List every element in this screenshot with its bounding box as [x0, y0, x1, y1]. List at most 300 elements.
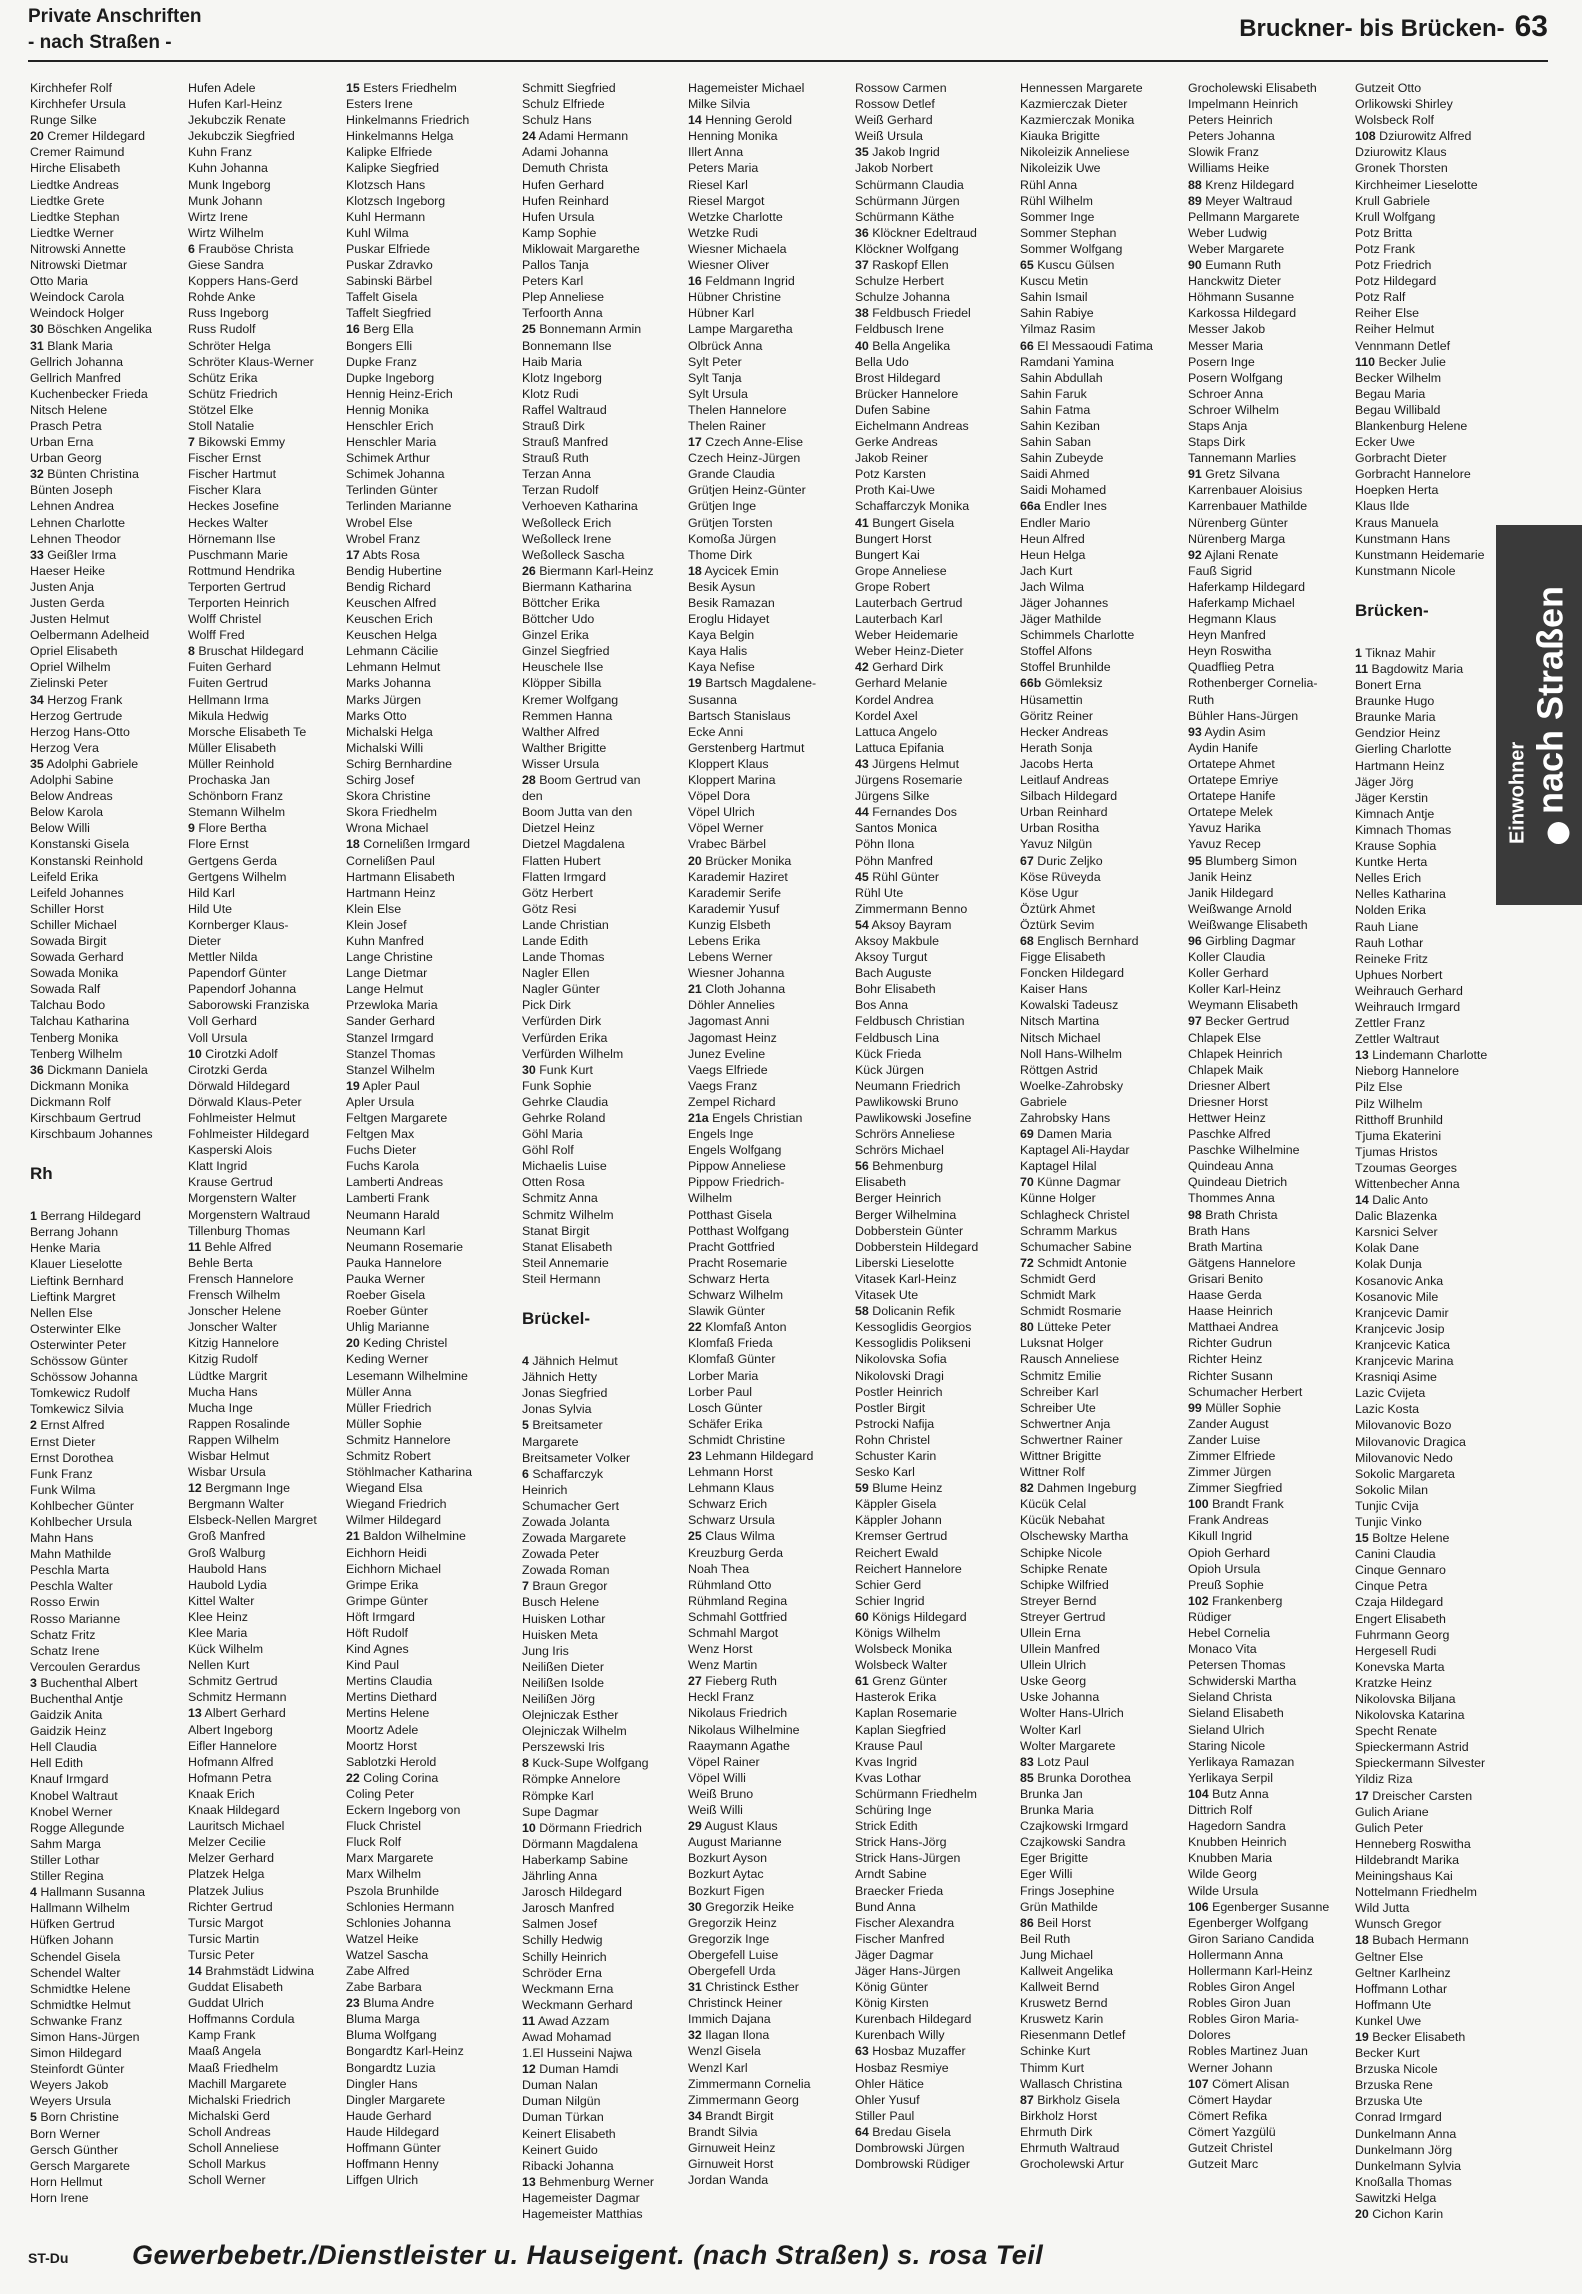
resident-entry: Weber Heidemarie	[855, 628, 959, 643]
resident-entry: Quindeau Dietrich	[1188, 1175, 1288, 1190]
resident-entry: Brath Hans	[1188, 1223, 1250, 1238]
resident-entry: 87 Birkholz Gisela	[1020, 2092, 1120, 2107]
resident-entry: Brunka Maria	[1020, 1803, 1094, 1818]
resident-entry: Albert Ingeborg	[188, 1722, 273, 1737]
resident-entry: Skora Christine	[346, 789, 431, 804]
resident-entry: Königs Wilhelm	[855, 1626, 941, 1640]
resident-entry: Kosanovic Anka	[1355, 1273, 1444, 1288]
resident-entry: Göritz Reiner	[1020, 708, 1093, 723]
directory-column	[1355, 80, 1499, 2221]
resident-entry: Herzog Vera	[30, 740, 99, 755]
resident-entry: Eifler Hannelore	[188, 1738, 277, 1753]
resident-entry: Strauß Dirk	[522, 418, 585, 433]
resident-entry: Lesemann Wilhelmine	[346, 1368, 468, 1383]
resident-entry: Hegmann Klaus	[1188, 612, 1277, 627]
header-rule	[28, 60, 1548, 62]
resident-entry: 14 Dalic Anto	[1355, 1193, 1429, 1208]
resident-entry: Cornelißen Paul	[346, 853, 435, 868]
resident-entry: Jäger Johannes	[1020, 596, 1109, 610]
resident-entry: Jonscher Helene	[188, 1304, 281, 1319]
resident-entry: Hüfken Gertrud	[30, 1917, 115, 1932]
resident-entry: Wrobel Else	[346, 515, 413, 530]
resident-entry: Czech Heinz-Jürgen	[688, 451, 801, 466]
resident-entry: 4 Hallmann Susanna	[30, 1885, 146, 1900]
resident-entry: Fohlmeister Hildegard	[188, 1127, 310, 1142]
resident-entry: Brzuska Nicole	[1355, 2062, 1438, 2077]
resident-entry: Roeber Günter	[346, 1304, 428, 1319]
resident-entry: Mettler Nilda	[188, 950, 258, 965]
resident-entry: Sylt Tanja	[688, 370, 742, 385]
resident-entry: Terporten Heinrich	[188, 596, 290, 610]
resident-entry: Munk Ingeborg	[188, 177, 271, 192]
resident-entry: Pszola Brunhilde	[346, 1883, 439, 1898]
resident-entry: 32 Bünten Christina	[30, 467, 139, 482]
resident-entry: Weiß Gerhard	[855, 113, 933, 128]
resident-entry: Krause Gertrud	[188, 1175, 273, 1190]
resident-entry: Schwarz Erich	[688, 1497, 768, 1512]
resident-entry: 95 Blumberg Simon	[1188, 853, 1297, 868]
resident-entry: Janik Hildegard	[1188, 885, 1274, 900]
spacer	[1355, 579, 1499, 595]
resident-entry: Groß Manfred	[188, 1529, 266, 1544]
resident-entry: Lehnen Theodor	[30, 531, 121, 546]
resident-entry: Vennmann Detlef	[1355, 338, 1451, 353]
resident-entry: Dingler Margarete	[346, 2092, 446, 2107]
resident-entry: Haferkamp Michael	[1188, 596, 1295, 610]
resident-entry: Tenberg Wilhelm	[30, 1046, 123, 1061]
resident-entry: Wolter Karl	[1020, 1722, 1082, 1737]
resident-entry: Kraus Manuela	[1355, 515, 1439, 530]
resident-entry: 65 Kuscu Gülsen	[1020, 258, 1115, 273]
resident-entry: Schmitt Siegfried	[522, 81, 616, 95]
resident-entry: Grisari Benito	[1188, 1271, 1264, 1286]
resident-entry: Nitrowski Dietmar	[30, 258, 128, 273]
resident-entry: Lange Christine	[346, 950, 433, 965]
resident-entry: Kirchhefer Ursula	[30, 97, 126, 112]
resident-entry: 7 Bikowski Emmy	[188, 435, 286, 450]
resident-entry: Bongardtz Luzia	[346, 2060, 436, 2075]
resident-entry: Grope Anneliese	[855, 563, 947, 578]
resident-entry: Biermann Katharina	[522, 579, 632, 594]
resident-entry: Grütjen Torsten	[688, 515, 773, 530]
resident-entry: Böttcher Udo	[522, 612, 595, 627]
resident-entry: Reineke Fritz	[1355, 951, 1428, 966]
resident-entry: Kiauka Brigitte	[1020, 129, 1100, 144]
resident-entry: Klatt Ingrid	[188, 1159, 248, 1174]
resident-entry: Frensch Hannelore	[188, 1271, 294, 1286]
resident-entry: Kremser Gertrud	[855, 1529, 948, 1544]
resident-entry: Mikula Hedwig	[188, 708, 269, 723]
resident-entry: Schreiber Ute	[1020, 1400, 1096, 1415]
resident-entry: Watzel Heike	[346, 1931, 419, 1946]
resident-entry: Käppler Gisela	[855, 1497, 937, 1512]
resident-entry: Aksoy Makbule	[855, 933, 940, 948]
resident-entry: Kaptagel Hilal	[1020, 1159, 1097, 1174]
resident-entry: Esters Irene	[346, 97, 413, 112]
resident-entry: Schroer Wilhelm	[1188, 402, 1279, 417]
resident-entry: Janik Heinz	[1188, 869, 1253, 884]
resident-entry: Endler Mario	[1020, 515, 1091, 530]
resident-entry: 69 Damen Maria	[1020, 1127, 1112, 1142]
resident-entry: Brücker Hannelore	[855, 386, 959, 401]
resident-entry: Hufen Reinhard	[522, 193, 609, 208]
resident-entry: Thelen Rainer	[688, 418, 766, 433]
resident-entry: Schirg Josef	[346, 773, 415, 788]
resident-entry: Potz Ralf	[1355, 290, 1406, 305]
resident-entry: Susanna	[688, 692, 737, 707]
resident-entry: Woelke-Zahrobsky	[1020, 1078, 1124, 1093]
resident-entry: Nikoleizik Uwe	[1020, 161, 1101, 176]
resident-entry: Lande Thomas	[522, 950, 605, 965]
resident-entry: Jekubczik Siegfried	[188, 129, 295, 144]
resident-entry: Dombrowski Rüdiger	[855, 2157, 970, 2172]
resident-entry: Nikolovski Dragi	[855, 1368, 944, 1383]
resident-entry: Bünten Joseph	[30, 483, 113, 498]
resident-entry: Verfürden Wilhelm	[522, 1046, 624, 1061]
resident-entry: Nikolovska Biljana	[1355, 1692, 1456, 1706]
resident-entry: Kuhl Wilma	[346, 225, 409, 240]
resident-entry: Flatten Hubert	[522, 853, 601, 868]
resident-entry: Fischer Klara	[188, 483, 261, 498]
resident-entry: Schütz Erika	[188, 370, 258, 385]
resident-entry: Klotzsch Ingeborg	[346, 193, 446, 208]
resident-entry: Vöpel Rainer	[688, 1754, 760, 1769]
resident-entry: Eger Brigitte	[1020, 1851, 1089, 1866]
resident-entry: Haude Gerhard	[346, 2108, 432, 2123]
resident-entry: Eroglu Hidayet	[688, 612, 770, 627]
resident-entry: Nelles Katharina	[1355, 887, 1446, 902]
resident-entry: Tomkewicz Rudolf	[30, 1386, 130, 1401]
resident-entry: Kvas Lothar	[855, 1770, 922, 1785]
resident-entry: Bluma Marga	[346, 2012, 420, 2027]
resident-entry: Sowada Monika	[30, 966, 119, 981]
resident-entry: Bonert Erna	[1355, 678, 1422, 693]
resident-entry: Cömert Refika	[1188, 2108, 1268, 2123]
resident-entry: Kimnach Thomas	[1355, 822, 1452, 837]
resident-entry: Strick Edith	[855, 1819, 918, 1834]
resident-entry: Pauka Werner	[346, 1271, 425, 1286]
resident-entry: Knubben Heinrich	[1188, 1835, 1287, 1850]
resident-entry: Nitsch Michael	[1020, 1030, 1101, 1045]
resident-entry: Moortz Adele	[346, 1722, 419, 1737]
resident-entry: Sahin Zubeyde	[1020, 451, 1104, 466]
resident-entry: Czajkowski Sandra	[1020, 1835, 1126, 1850]
resident-entry: Haase Heinrich	[1188, 1304, 1273, 1319]
resident-entry: Terzan Rudolf	[522, 483, 599, 498]
resident-entry: Gerke Andreas	[855, 435, 938, 450]
resident-entry: Dolores	[1188, 2028, 1231, 2043]
resident-entry: 20 Brücker Monika	[688, 853, 792, 868]
resident-entry: Mertins Diethard	[346, 1690, 437, 1705]
resident-entry: Nieborg Hannelore	[1355, 1064, 1460, 1079]
resident-entry: Klomfaß Frieda	[688, 1336, 773, 1351]
resident-entry: 104 Butz Anna	[1188, 1786, 1269, 1801]
resident-entry: 1.El Husseini Najwa	[522, 2046, 633, 2061]
resident-entry: Gerhard Melanie	[855, 676, 948, 691]
resident-entry: Klotz Ingeborg	[522, 370, 602, 385]
resident-entry: Potz Hildegard	[1355, 274, 1437, 289]
resident-entry: Maaß Friedhelm	[188, 2060, 279, 2075]
resident-entry: Matthaei Andrea	[1188, 1320, 1279, 1335]
resident-entry: Neumann Harald	[346, 1207, 440, 1222]
resident-entry: Below Karola	[30, 805, 104, 820]
resident-entry: Huisken Lothar	[522, 1611, 606, 1626]
resident-entry: Chlapek Maik	[1188, 1062, 1264, 1077]
resident-entry: Simon Hans-Jürgen	[30, 2029, 140, 2044]
resident-entry: Kuntke Herta	[1355, 855, 1428, 870]
resident-entry: Zettler Waltraut	[1355, 1032, 1440, 1047]
resident-entry: Milovanovic Bozo	[1355, 1418, 1452, 1433]
resident-entry: Tjumas Hristos	[1355, 1144, 1438, 1159]
resident-entry: Liedtke Stephan	[30, 209, 120, 224]
resident-entry: Dingler Hans	[346, 2076, 418, 2091]
resident-entry: Puskar Zdravko	[346, 258, 433, 273]
resident-entry: Gehrke Claudia	[522, 1094, 609, 1109]
resident-entry: Pilz Wilhelm	[1355, 1096, 1423, 1111]
spacer	[1355, 629, 1499, 645]
resident-entry: Russ Ingeborg	[188, 306, 269, 321]
resident-entry: Justen Gerda	[30, 596, 105, 610]
resident-entry: Gendzior Heinz	[1355, 726, 1441, 741]
resident-entry: 59 Blume Heinz	[855, 1481, 943, 1496]
resident-entry: Chlapek Else	[1188, 1030, 1262, 1045]
resident-entry: Below Andreas	[30, 789, 113, 804]
resident-entry: 83 Lotz Paul	[1020, 1754, 1089, 1769]
resident-entry: Hellmann Irma	[188, 692, 269, 707]
resident-entry: Hosbaz Resmiye	[855, 2060, 949, 2075]
spacer	[30, 1192, 192, 1208]
resident-entry: Kitzig Hannelore	[188, 1336, 279, 1351]
resident-entry: Proth Kai-Uwe	[855, 483, 935, 498]
resident-entry: Hübner Karl	[688, 306, 755, 321]
resident-entry: Walther Alfred	[522, 724, 600, 739]
resident-entry: 13 Albert Gerhard	[188, 1706, 286, 1721]
resident-entry: 13 Behmenburg Werner	[522, 2174, 655, 2189]
resident-entry: Krull Wolfgang	[1355, 209, 1436, 224]
resident-entry: Wallasch Christina	[1020, 2076, 1123, 2091]
resident-entry: 21a Engels Christian	[688, 1111, 803, 1125]
resident-entry: 64 Bredau Gisela	[855, 2124, 951, 2139]
resident-entry: Wiesner Michaela	[688, 241, 787, 256]
resident-entry: Rogge Allegunde	[30, 1820, 125, 1835]
resident-entry: Kordel Axel	[855, 708, 918, 723]
resident-entry: Rohn Christel	[855, 1432, 931, 1447]
resident-entry: König Kirsten	[855, 1996, 929, 2011]
resident-entry: 9 Flore Bertha	[188, 821, 267, 836]
resident-entry: Lamberti Frank	[346, 1191, 430, 1206]
resident-entry: Fischer Hartmut	[188, 467, 277, 482]
resident-entry: Tursic Peter	[188, 1947, 255, 1962]
resident-entry: Heckes Josefine	[188, 499, 279, 514]
resident-entry: Knaak Erich	[188, 1786, 255, 1801]
resident-entry: Gaidzik Heinz	[30, 1724, 107, 1739]
resident-entry: Slawik Günter	[688, 1304, 766, 1319]
resident-entry: Kallweit Bernd	[1020, 1980, 1100, 1995]
resident-entry: Herzog Gertrude	[30, 708, 123, 723]
resident-entry: Kolak Dunja	[1355, 1257, 1422, 1272]
resident-entry: 28 Boom Gertrud van	[522, 773, 641, 788]
resident-entry: Osterwinter Peter	[30, 1337, 127, 1352]
resident-entry: Wrobel Franz	[346, 531, 421, 546]
resident-entry: Hufen Adele	[188, 81, 256, 95]
resident-entry: Weindock Carola	[30, 290, 125, 305]
resident-entry: 2 Ernst Alfred	[30, 1418, 105, 1433]
resident-entry: Kirschbaum Johannes	[30, 1127, 153, 1142]
resident-entry: den	[522, 789, 543, 804]
resident-entry: Pawlikowski Josefine	[855, 1111, 972, 1125]
resident-entry: Zettler Franz	[1355, 1016, 1426, 1031]
resident-entry: Hollermann Anna	[1188, 1947, 1284, 1962]
resident-entry: Paschke Wilhelmine	[1188, 1143, 1300, 1158]
resident-entry: Ortatepe Ahmet	[1188, 756, 1275, 771]
resident-entry: Bund Anna	[855, 1899, 916, 1914]
resident-entry: Flore Ernst	[188, 837, 249, 852]
resident-entry: Gorbracht Hannelore	[1355, 467, 1471, 482]
resident-entry: 80 Lütteke Peter	[1020, 1320, 1111, 1335]
resident-entry: Öztürk Ahmet	[1020, 901, 1096, 916]
resident-entry: Morsche Elisabeth Te	[188, 724, 307, 739]
resident-entry: 17 Abts Rosa	[346, 547, 420, 562]
resident-entry: Funk Wilma	[30, 1482, 96, 1497]
resident-entry: Konevska Marta	[1355, 1659, 1445, 1674]
resident-entry: Marx Wilhelm	[346, 1867, 422, 1882]
resident-entry: 1 Tiknaz Mahir	[1355, 645, 1436, 660]
resident-entry: Rühmland Regina	[688, 1593, 788, 1608]
resident-entry: Schroer Anna	[1188, 386, 1264, 401]
resident-entry: Dörmann Magdalena	[522, 1836, 638, 1851]
resident-entry: 11 Behle Alfred	[188, 1239, 272, 1254]
resident-entry: 31 Blank Maria	[30, 338, 113, 353]
resident-entry: Schürmann Friedhelm	[855, 1786, 977, 1801]
resident-entry: Pellmann Margarete	[1188, 209, 1300, 224]
resident-entry: 6 Schaffarczyk	[522, 1466, 604, 1481]
resident-entry: Schröter Helga	[188, 338, 271, 353]
resident-entry: Wolter Margarete	[1020, 1738, 1116, 1753]
resident-entry: Santos Monica	[855, 821, 937, 836]
resident-entry: Papendorf Johanna	[188, 982, 297, 997]
resident-entry: Ortatepe Emriye	[1188, 773, 1279, 788]
resident-entry: Hartmann Elisabeth	[346, 869, 455, 884]
resident-entry: Schmidt Christine	[688, 1432, 786, 1447]
resident-entry: Busch Helene	[522, 1595, 600, 1610]
resident-entry: Haberkamp Sabine	[522, 1852, 629, 1867]
resident-entry: Röttgen Astrid	[1020, 1062, 1098, 1077]
resident-entry: Schendel Gisela	[30, 1949, 121, 1964]
resident-entry: Dickmann Rolf	[30, 1094, 111, 1109]
resident-entry: Schwiderski Martha	[1188, 1674, 1297, 1689]
resident-entry: Hufen Ursula	[522, 209, 595, 224]
resident-entry: Zabe Barbara	[346, 1980, 422, 1995]
resident-entry: Steil Annemarie	[522, 1255, 609, 1270]
resident-entry: Potz Frank	[1355, 241, 1415, 256]
resident-entry: Wiegand Elsa	[346, 1481, 423, 1496]
resident-entry: Hennessen Margarete	[1020, 81, 1143, 95]
resident-entry: Karrenbauer Mathilde	[1188, 499, 1308, 514]
resident-entry: Kvas Ingrid	[855, 1754, 917, 1769]
resident-entry: Schlonies Hermann	[346, 1899, 455, 1914]
resident-entry: Weckmann Gerhard	[522, 1997, 633, 2012]
resident-entry: Leifeld Johannes	[30, 885, 124, 900]
page-header	[28, 6, 1548, 62]
resident-entry: Kaya Belgin	[688, 628, 755, 643]
resident-entry: Schmidt Mark	[1020, 1288, 1096, 1303]
resident-entry: Dörwald Hildegard	[188, 1078, 290, 1093]
resident-entry: Dunkelmann Jörg	[1355, 2142, 1453, 2157]
resident-entry: Karsnici Selver	[1355, 1225, 1438, 1240]
resident-entry: Mucha Inge	[188, 1400, 253, 1415]
resident-entry: Berger Wilhelmina	[855, 1207, 957, 1222]
resident-entry: Kohlbecher Ursula	[30, 1514, 132, 1529]
resident-entry: Plep Anneliese	[522, 290, 604, 305]
resident-entry: Bach Auguste	[855, 966, 932, 981]
resident-entry: Posern Wolfgang	[1188, 370, 1283, 385]
resident-entry: 31 Christinck Esther	[688, 1980, 799, 1995]
resident-entry: Lange Dietmar	[346, 966, 428, 981]
resident-entry: Kücük Nebahat	[1020, 1513, 1105, 1528]
resident-entry: Höft Irmgard	[346, 1609, 415, 1624]
resident-entry: Köse Ugur	[1020, 885, 1079, 900]
resident-entry: 68 Englisch Bernhard	[1020, 933, 1139, 948]
resident-entry: Haubold Hans	[188, 1561, 267, 1576]
resident-entry: Wisbar Helmut	[188, 1448, 270, 1463]
resident-entry: Kück Wilhelm	[188, 1642, 264, 1657]
resident-entry: Robles Giron Angel	[1188, 1980, 1295, 1995]
side-tab-text	[1507, 586, 1572, 844]
resident-entry: Schröter Klaus-Werner	[188, 354, 314, 369]
resident-entry: Schiller Horst	[30, 901, 104, 916]
resident-entry: Vöpel Willi	[688, 1770, 746, 1785]
resident-entry: Ernst Dorothea	[30, 1450, 114, 1465]
resident-entry: Zimmer Jürgen	[1188, 1465, 1272, 1480]
resident-entry: Haude Hildegard	[346, 2124, 439, 2139]
resident-entry: Haubold Lydia	[188, 1577, 267, 1592]
resident-entry: Koller Gerhard	[1188, 966, 1269, 981]
resident-entry: Sawitzki Helga	[1355, 2190, 1437, 2205]
resident-entry: Hoffmanns Cordula	[188, 2012, 295, 2027]
resident-entry: 34 Herzog Frank	[30, 692, 123, 707]
resident-entry: Begau Maria	[1355, 386, 1426, 401]
resident-entry: 70 Künne Dagmar	[1020, 1175, 1121, 1190]
resident-entry: 16 Berg Ella	[346, 322, 414, 337]
resident-entry: Hirche Elisabeth	[30, 161, 121, 176]
resident-entry: Michalski Willi	[346, 740, 424, 755]
directory-column	[188, 80, 350, 2200]
resident-entry: Saborowski Franziska	[188, 998, 310, 1013]
resident-entry: Kittel Walter	[188, 1593, 255, 1608]
resident-entry: Impelmann Heinrich	[1188, 97, 1299, 112]
resident-entry: Elisabeth	[855, 1175, 906, 1190]
resident-entry: Kaplan Siegfried	[855, 1722, 946, 1737]
resident-entry: Bungert Horst	[855, 531, 932, 546]
resident-entry: Richter Heinz	[1188, 1352, 1263, 1367]
resident-entry: 110 Becker Julie	[1355, 354, 1446, 369]
street-range: Bruckner- bis Brücken-	[1239, 15, 1505, 42]
resident-entry: Zander August	[1188, 1416, 1269, 1431]
resident-entry: Hild Ute	[188, 901, 233, 916]
resident-entry: Duman Nalan	[522, 2078, 598, 2093]
resident-entry: Wetzke Charlotte	[688, 209, 783, 224]
resident-entry: Neumann Karl	[346, 1223, 426, 1238]
resident-entry: Zahrobsky Hans	[1020, 1111, 1111, 1125]
resident-entry: Machill Margarete	[188, 2076, 287, 2091]
resident-entry: Strick Hans-Jürgen	[855, 1851, 961, 1866]
resident-entry: Schumacher Gert	[522, 1498, 620, 1513]
resident-entry: Göhl Maria	[522, 1127, 583, 1142]
resident-entry: Kordel Andrea	[855, 692, 934, 707]
resident-entry: Yavuz Nilgün	[1020, 837, 1093, 852]
resident-entry: Sesko Karl	[855, 1465, 915, 1480]
resident-entry: Schürmann Claudia	[855, 177, 964, 192]
